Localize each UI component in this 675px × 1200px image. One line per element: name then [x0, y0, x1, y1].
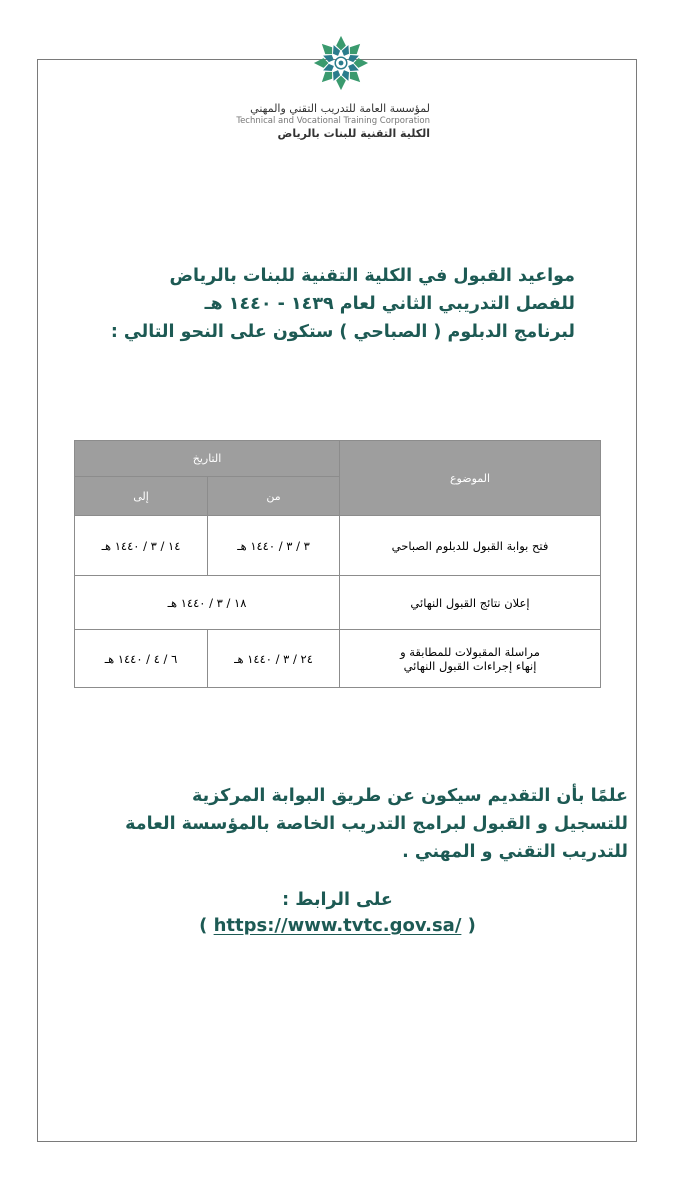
organization-name-en: Technical and Vocational Training Corporation — [236, 116, 430, 126]
organization-name-ar: لمؤسسة العامة للتدريب التقني والمهني — [250, 102, 430, 115]
row-topic — [340, 630, 601, 688]
row-topic-line-1: مراسلة المقبولات للمطابقة و — [400, 644, 540, 659]
header-to: إلى — [75, 477, 208, 516]
table-row — [75, 630, 601, 688]
link-close-paren: ) — [461, 915, 476, 936]
link-label: على الرابط : — [282, 890, 393, 910]
link-line — [0, 915, 675, 936]
note-line-3: للتدريب التقني و المهني . — [402, 842, 628, 862]
table-row — [75, 516, 601, 576]
tvtc-website-link[interactable]: https://www.tvtc.gov.sa/ — [213, 915, 462, 936]
table-row — [75, 576, 601, 630]
note-line-1: علمًا بأن التقديم سيكون عن طريق البوابة المركزية — [192, 786, 628, 806]
title-line-1: مواعيد القبول في الكلية التقنية للبنات بالرياض — [169, 266, 575, 286]
row-date-from: ٣ / ٣ / ١٤٤٠ هـ — [208, 516, 340, 576]
page-title — [105, 262, 575, 346]
organization-header — [230, 102, 430, 141]
college-name: الكلية التقنية للبنات بالرياض — [277, 127, 430, 140]
header-date: التاريخ — [75, 441, 340, 477]
title-line-2: للفصل التدريبي الثاني لعام ١٤٣٩ - ١٤٤٠ هـ — [204, 294, 575, 314]
title-line-3: لبرنامج الدبلوم ( الصباحي ) ستكون على النحو التالي : — [110, 322, 575, 342]
admission-schedule-table — [74, 440, 601, 688]
row-date-to: ١٤ / ٣ / ١٤٤٠ هـ — [75, 516, 208, 576]
row-date: ١٨ / ٣ / ١٤٤٠ هـ — [75, 576, 340, 630]
header-topic: الموضوع — [340, 441, 601, 516]
application-note — [48, 782, 628, 866]
table-header-row — [75, 441, 601, 477]
note-line-2: للتسجيل و القبول لبرامج التدريب الخاصة بالمؤسسة العامة — [125, 814, 628, 834]
row-date-from: ٢٤ / ٣ / ١٤٤٠ هـ — [208, 630, 340, 688]
row-topic-line-2: إنهاء إجراءات القبول النهائي — [403, 658, 537, 673]
row-topic: إعلان نتائج القبول النهائي — [340, 576, 601, 630]
tvtc-logo-icon — [312, 34, 370, 92]
link-open-paren: ( — [199, 915, 214, 936]
row-topic: فتح بوابة القبول للدبلوم الصباحي — [340, 516, 601, 576]
row-date-to: ٦ / ٤ / ١٤٤٠ هـ — [75, 630, 208, 688]
header-from: من — [208, 477, 340, 516]
